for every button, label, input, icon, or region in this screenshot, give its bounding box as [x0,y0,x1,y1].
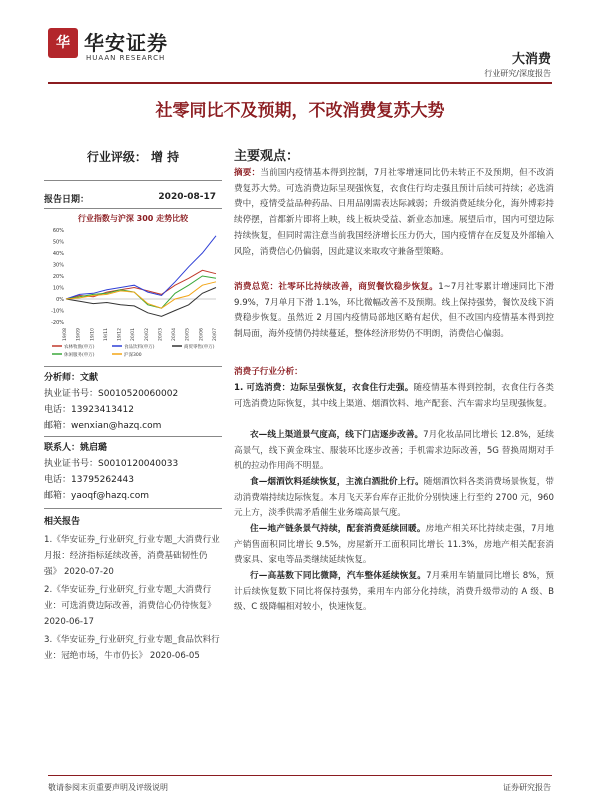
divider [44,508,222,509]
y-tick-label: 30% [52,262,64,269]
analyst-block-1 [44,370,222,434]
email-label: 邮箱： [44,491,72,501]
analyst-block-2 [44,440,222,504]
y-tick-label: 0% [56,297,64,303]
divider [44,180,222,181]
y-tick-label: 40% [52,251,64,257]
industry-rating: 行业评级： 增 持 [86,150,180,164]
item-text: 随烟酒饮料各类消费场景恢复，带动消费端持续边际恢复。本月飞天茅台库存正批价分别快速上行至约 2700 元，960 元上方，淡季供需矛盾催生业务端高景气度。 [234,477,554,519]
y-tick-label: -20% [51,320,64,326]
related-date: 2020-07-20 [63,567,114,577]
company-logo: 华 [48,28,78,58]
main-points-heading: 主要观点： [234,149,300,164]
report-date-row [44,192,222,205]
footer-disclaimer[interactable]: 敬请参阅末页重要声明及评级说明 [48,783,168,792]
legend-label: 休闲服务(申万) [64,353,95,358]
divider [44,436,222,437]
footer-divider [48,775,552,776]
related-title: 3.《华安证券_行业研究_行业专题_食品饮料行业：冠绝市场，牛市仍长》 [44,635,220,661]
phone-label: 电话： [44,475,72,485]
abstract-label: 摘要： [234,168,261,178]
divider [44,208,222,209]
item-text: 7月乘用车销量同比增长 8%，预计后续恢复数下同比将保持强势，乘用车内部分化持续，消费升级带动的 A 级、B 级、C 级降幅相对较小，快速恢复。 [234,571,554,613]
legend-label: 农林牧渔(申万) [64,345,95,350]
sub-item-3 [234,475,554,522]
legend-label: 沪深300 [124,353,142,358]
related-title: 2.《华安证券_行业研究_行业专题_大消费行业：可选消费边际改善，消费信心仍待恢复》 [44,585,216,611]
header-divider [48,82,552,84]
company-name-en: HUAAN RESEARCH [86,54,166,62]
x-tick-label: 20/05 [185,328,191,341]
report-subcategory: 行业研究/深度报告 [484,69,551,78]
x-tick-label: 20/06 [199,328,205,341]
phone-number: 13923413412 [71,405,135,415]
email-label: 邮箱： [44,421,72,431]
consumer-text: 1~7月社零累计增速同比下滑 9.9%，7月单月下滑 1.1%，环比微幅改善不及预期。线上保持强势，餐饮及线下消费稳步恢复。虽然近 2 月国内疫情局部地区略有起伏，但不改国内疫情基本得到控制局面，海外疫情仍持续蔓延，整体经济形势仍不明朗，消费信心偏弱。 [234,282,554,340]
item-label: 住—地产链条景气持续，配套消费延续回暖。 [250,524,426,534]
related-date: 2020-06-17 [44,617,94,627]
phone-label: 电话： [44,405,72,415]
phone-number: 13795262443 [71,475,135,485]
x-tick-label: 19/09 [76,328,82,341]
cert-number: S0010520060002 [98,389,179,399]
x-tick-label: 20/02 [144,328,150,341]
item-label: 衣—线上渠道景气度高，线下门店逐步改善。 [250,430,424,440]
item-text: 随疫情基本得到控制，衣食住行各类可选消费边际恢复，其中线上渠道、烟酒饮料、地产配套、汽车需求均呈现强恢复。 [234,383,554,409]
legend-label: 食品饮料(申万) [124,345,155,350]
report-date: 2020-08-17 [158,192,216,202]
index-comparison-chart [44,226,222,361]
x-tick-label: 19/12 [117,328,123,341]
sub-item-5 [234,569,554,616]
x-tick-label: 19/11 [103,328,109,341]
sub-heading: 消费子行业分析： [234,367,303,377]
related-item[interactable] [44,632,222,664]
sub-item-1 [234,381,554,412]
cert-label: 执业证书号： [44,459,99,469]
related-reports [44,514,222,664]
item-label: 1. 可选消费：边际呈强恢复，衣食住行走强。 [234,383,414,393]
x-tick-label: 20/03 [158,328,164,341]
cert-label: 执业证书号： [44,389,99,399]
series-line [66,270,216,299]
cert-number: S0010120040033 [98,459,179,469]
abstract-text: 当前国内疫情基本得到控制，7月社零增速同比仍未转正不及预期，但不改消费复苏大势。可选消费边际呈现强恢复，衣食住行均走强且预计后续可持续；必选消费中，疫情受益品种药品、日用品刚需表达际减弱；升级消费延续分化，海外博彩持续停摆，首都新片即将上映，线上板块受益、新业态加速。展望后市，国内可望边际持续恢复，但同时需注意当前我国经济增长压力仍大，国内疫情存在反复及外部输入风险，消费信心仍偏弱，因此建议来取攻守兼备型策略。 [234,168,554,257]
company-name-cn: 华安证券 [84,31,168,55]
consumer-overview [234,280,554,343]
related-date: 2020-06-05 [149,651,200,661]
contact-name: 联系人：姚启璐 [44,443,108,453]
item-text: 房地产相关环比持续走强，7月地产销售面积同比增长 9.5%，房屋新开工面积同比增长 11.3%，房地产相关配套消费家具、家电等品类继续延续恢复。 [234,524,554,566]
item-label: 食—烟酒饮料延续恢复，主流白酒批价上行。 [250,477,424,487]
sub-industry-heading [234,365,554,381]
email-link[interactable]: yaoqf@hazq.com [71,491,149,501]
y-tick-label: 60% [52,228,64,234]
related-title: 1.《华安证券_行业研究_行业专题_大消费行业月报：经济指标延续改善，消费基础韧性仍强》 [44,535,220,577]
y-tick-label: 20% [52,274,64,280]
report-date-label: 报告日期： [44,195,90,205]
chart-title: 行业指数与沪深 300 走势比较 [77,214,189,223]
x-tick-label: 20/04 [172,328,178,341]
item-text: 7月化妆品同比增长 12.8%，延续高景气，线下黄金珠宝、服装环比逐步改善；手机需求边际改善，5G 替换周期对手机的拉动作用尚不明显。 [234,430,554,472]
email-link[interactable]: wenxian@hazq.com [71,421,162,431]
divider [44,366,222,367]
y-tick-label: 50% [52,239,64,246]
abstract-paragraph [234,166,554,260]
x-tick-label: 19/08 [63,328,68,341]
x-tick-label: 20/07 [213,328,218,341]
consumer-label: 消费总览：社零环比持续改善，商贸餐饮稳步恢复。 [234,282,439,292]
related-heading: 相关报告 [44,517,81,527]
x-tick-label: 19/10 [90,328,96,341]
item-label: 行—高基数下同比微降，汽车整体延续恢复。 [250,571,427,581]
sub-item-2 [234,428,554,475]
report-title: 社零同比不及预期，不改消费复苏大势 [155,101,445,121]
analyst-name: 分析师：文献 [44,373,99,383]
x-tick-label: 20/01 [131,328,137,341]
y-tick-label: 10% [52,285,64,292]
footer-label: 证券研究报告 [503,783,551,792]
legend-label: 商贸零售(申万) [184,345,215,350]
related-item[interactable] [44,582,222,630]
sub-item-4 [234,522,554,569]
y-tick-label: -10% [51,308,64,315]
report-category: 大消费 [511,52,551,67]
related-item[interactable] [44,532,222,580]
